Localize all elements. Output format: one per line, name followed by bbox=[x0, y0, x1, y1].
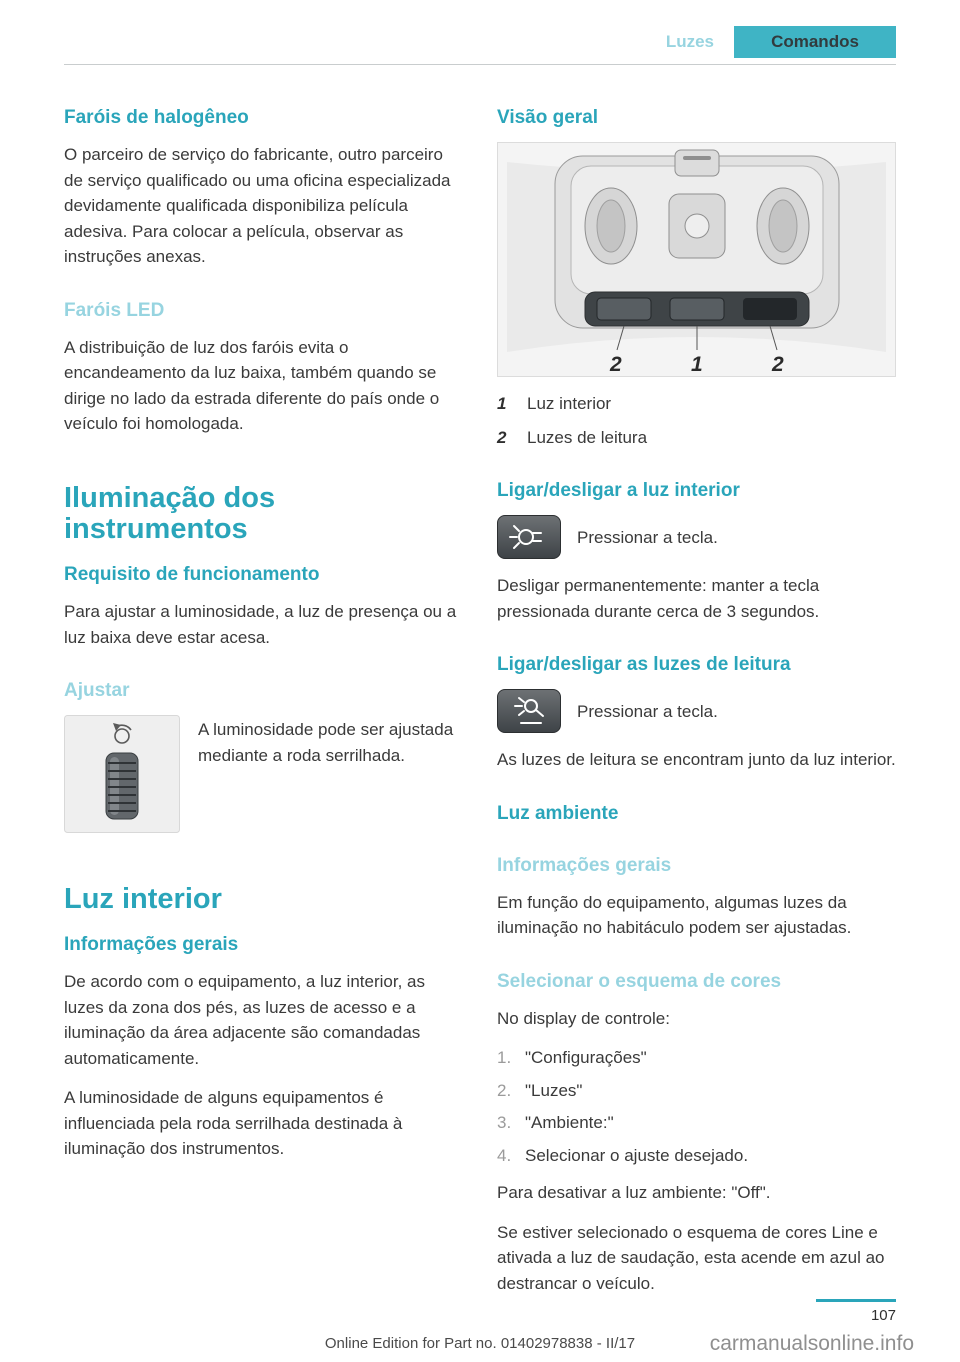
legend-num-1: 1 bbox=[497, 394, 507, 413]
step-item-1: 1. "Configurações" bbox=[497, 1048, 647, 1067]
page-header bbox=[64, 26, 896, 58]
callout-1: 1 bbox=[691, 353, 703, 376]
heading-led: Faróis LED bbox=[64, 299, 165, 321]
legend-label-2: Luzes de leitura bbox=[527, 427, 648, 447]
header-divider bbox=[64, 64, 896, 65]
callout-2-right: 2 bbox=[772, 353, 784, 376]
paragraph-ambient-off: Para desativar a luz ambiente: "Off". bbox=[497, 1183, 771, 1202]
adjust-block bbox=[64, 715, 463, 838]
reading-light-button-row bbox=[497, 689, 896, 733]
heading-interior-light: Luz interior bbox=[64, 883, 222, 916]
paragraph-led: A distribuição de luz dos faróis evita o encandeamento da luz baixa, também quando se dirige no lado da estrada diferente do país onde o veículo foi homologada. bbox=[64, 337, 440, 433]
paragraph-ambient-info: Em função do equipamento, algumas luzes da iluminação no habitáculo podem ser ajustadas. bbox=[497, 892, 852, 937]
settings-steps bbox=[497, 1045, 896, 1168]
heading-color-scheme: Selecionar o esquema de cores bbox=[497, 970, 782, 992]
interior-light-icon bbox=[507, 522, 551, 552]
edition-note: Online Edition for Part no. 01402978838 - II/17 bbox=[324, 1335, 636, 1352]
thumbwheel-icon bbox=[64, 715, 180, 838]
left-column bbox=[64, 107, 463, 1310]
paragraph-general-info-2: A luminosidade de alguns equipamentos é influenciada pela roda serrilhada destinada à iluminação dos instrumentos. bbox=[64, 1088, 403, 1159]
heading-toggle-interior-light: Ligar/desligar a luz interior bbox=[497, 480, 740, 501]
paragraph-control-display: No display de controle: bbox=[497, 1008, 670, 1028]
interior-light-button bbox=[497, 515, 561, 559]
footer-divider bbox=[816, 1299, 896, 1302]
heading-instrument-lighting: Iluminação dos instrumentos bbox=[64, 481, 276, 546]
paragraph-line-scheme: Se estiver selecionado o esquema de cores Line e ativada a luz de saudação, esta acende em azul ao destrancar o veículo. bbox=[497, 1222, 885, 1293]
breadcrumb-section: Luzes bbox=[665, 32, 714, 51]
step-item-2: 2. "Luzes" bbox=[497, 1080, 583, 1100]
paragraph-general-info-1: De acordo com o equipamento, a luz interior, as luzes da zona dos pés, as luzes de acesso e a iluminação da área adjacente são comandadas automaticamente. bbox=[64, 972, 425, 1068]
legend-item bbox=[497, 425, 896, 451]
reading-light-button bbox=[497, 689, 561, 733]
figure-legend bbox=[497, 391, 896, 450]
watermark: carmanualsonline.info bbox=[709, 1332, 914, 1355]
interior-light-button-row bbox=[497, 515, 896, 559]
breadcrumb-chapter: Comandos bbox=[734, 26, 896, 58]
heading-ambient-light: Luz ambiente bbox=[497, 802, 619, 824]
heading-ambient-general-info: Informações gerais bbox=[497, 854, 672, 876]
heading-overview: Visão geral bbox=[497, 107, 599, 128]
paragraph-requirement: Para ajustar a luminosidade, a luz de presença ou a luz baixa deve estar acesa. bbox=[64, 602, 457, 647]
step-item-3: 3. "Ambiente:" bbox=[497, 1113, 614, 1132]
paragraph-press-key-1: Pressionar a tecla. bbox=[577, 528, 718, 547]
heading-general-info-left: Informações gerais bbox=[64, 934, 239, 956]
paragraph-adjust: A luminosidade pode ser ajustada mediante a roda serrilhada. bbox=[198, 720, 454, 765]
step-item-4: 4. Selecionar o ajuste desejado. bbox=[497, 1145, 749, 1165]
heading-halogen: Faróis de halogêneo bbox=[64, 107, 249, 128]
legend-num-2: 2 bbox=[497, 427, 507, 447]
overhead-console-illustration bbox=[497, 142, 896, 377]
callout-2-left: 2 bbox=[610, 353, 622, 376]
two-column-layout bbox=[64, 107, 896, 1310]
page-number: 107 bbox=[870, 1307, 896, 1324]
reading-light-icon bbox=[507, 696, 551, 726]
paragraph-halogen: O parceiro de serviço do fabricante, outro parceiro de serviço qualificado ou uma oficina especializada devidamente qualificada disponibiliza película adesiva. Para colocar a película, observar as instruções anexas. bbox=[64, 145, 451, 266]
heading-requirement: Requisito de funcionamento bbox=[64, 564, 320, 586]
heading-toggle-reading-lights: Ligar/desligar as luzes de leitura bbox=[497, 654, 791, 675]
footer-meta bbox=[64, 1326, 914, 1356]
legend-label-1: Luz interior bbox=[527, 394, 612, 413]
page-footer bbox=[64, 1299, 914, 1356]
heading-adjust: Ajustar bbox=[64, 680, 130, 702]
right-column bbox=[497, 107, 896, 1310]
paragraph-switch-off: Desligar permanentemente: manter a tecla pressionada durante cerca de 3 segundos. bbox=[497, 576, 820, 621]
paragraph-reading-lights: As luzes de leitura se encontram junto da luz interior. bbox=[497, 750, 896, 769]
paragraph-press-key-2: Pressionar a tecla. bbox=[577, 702, 718, 721]
legend-item bbox=[497, 391, 896, 417]
